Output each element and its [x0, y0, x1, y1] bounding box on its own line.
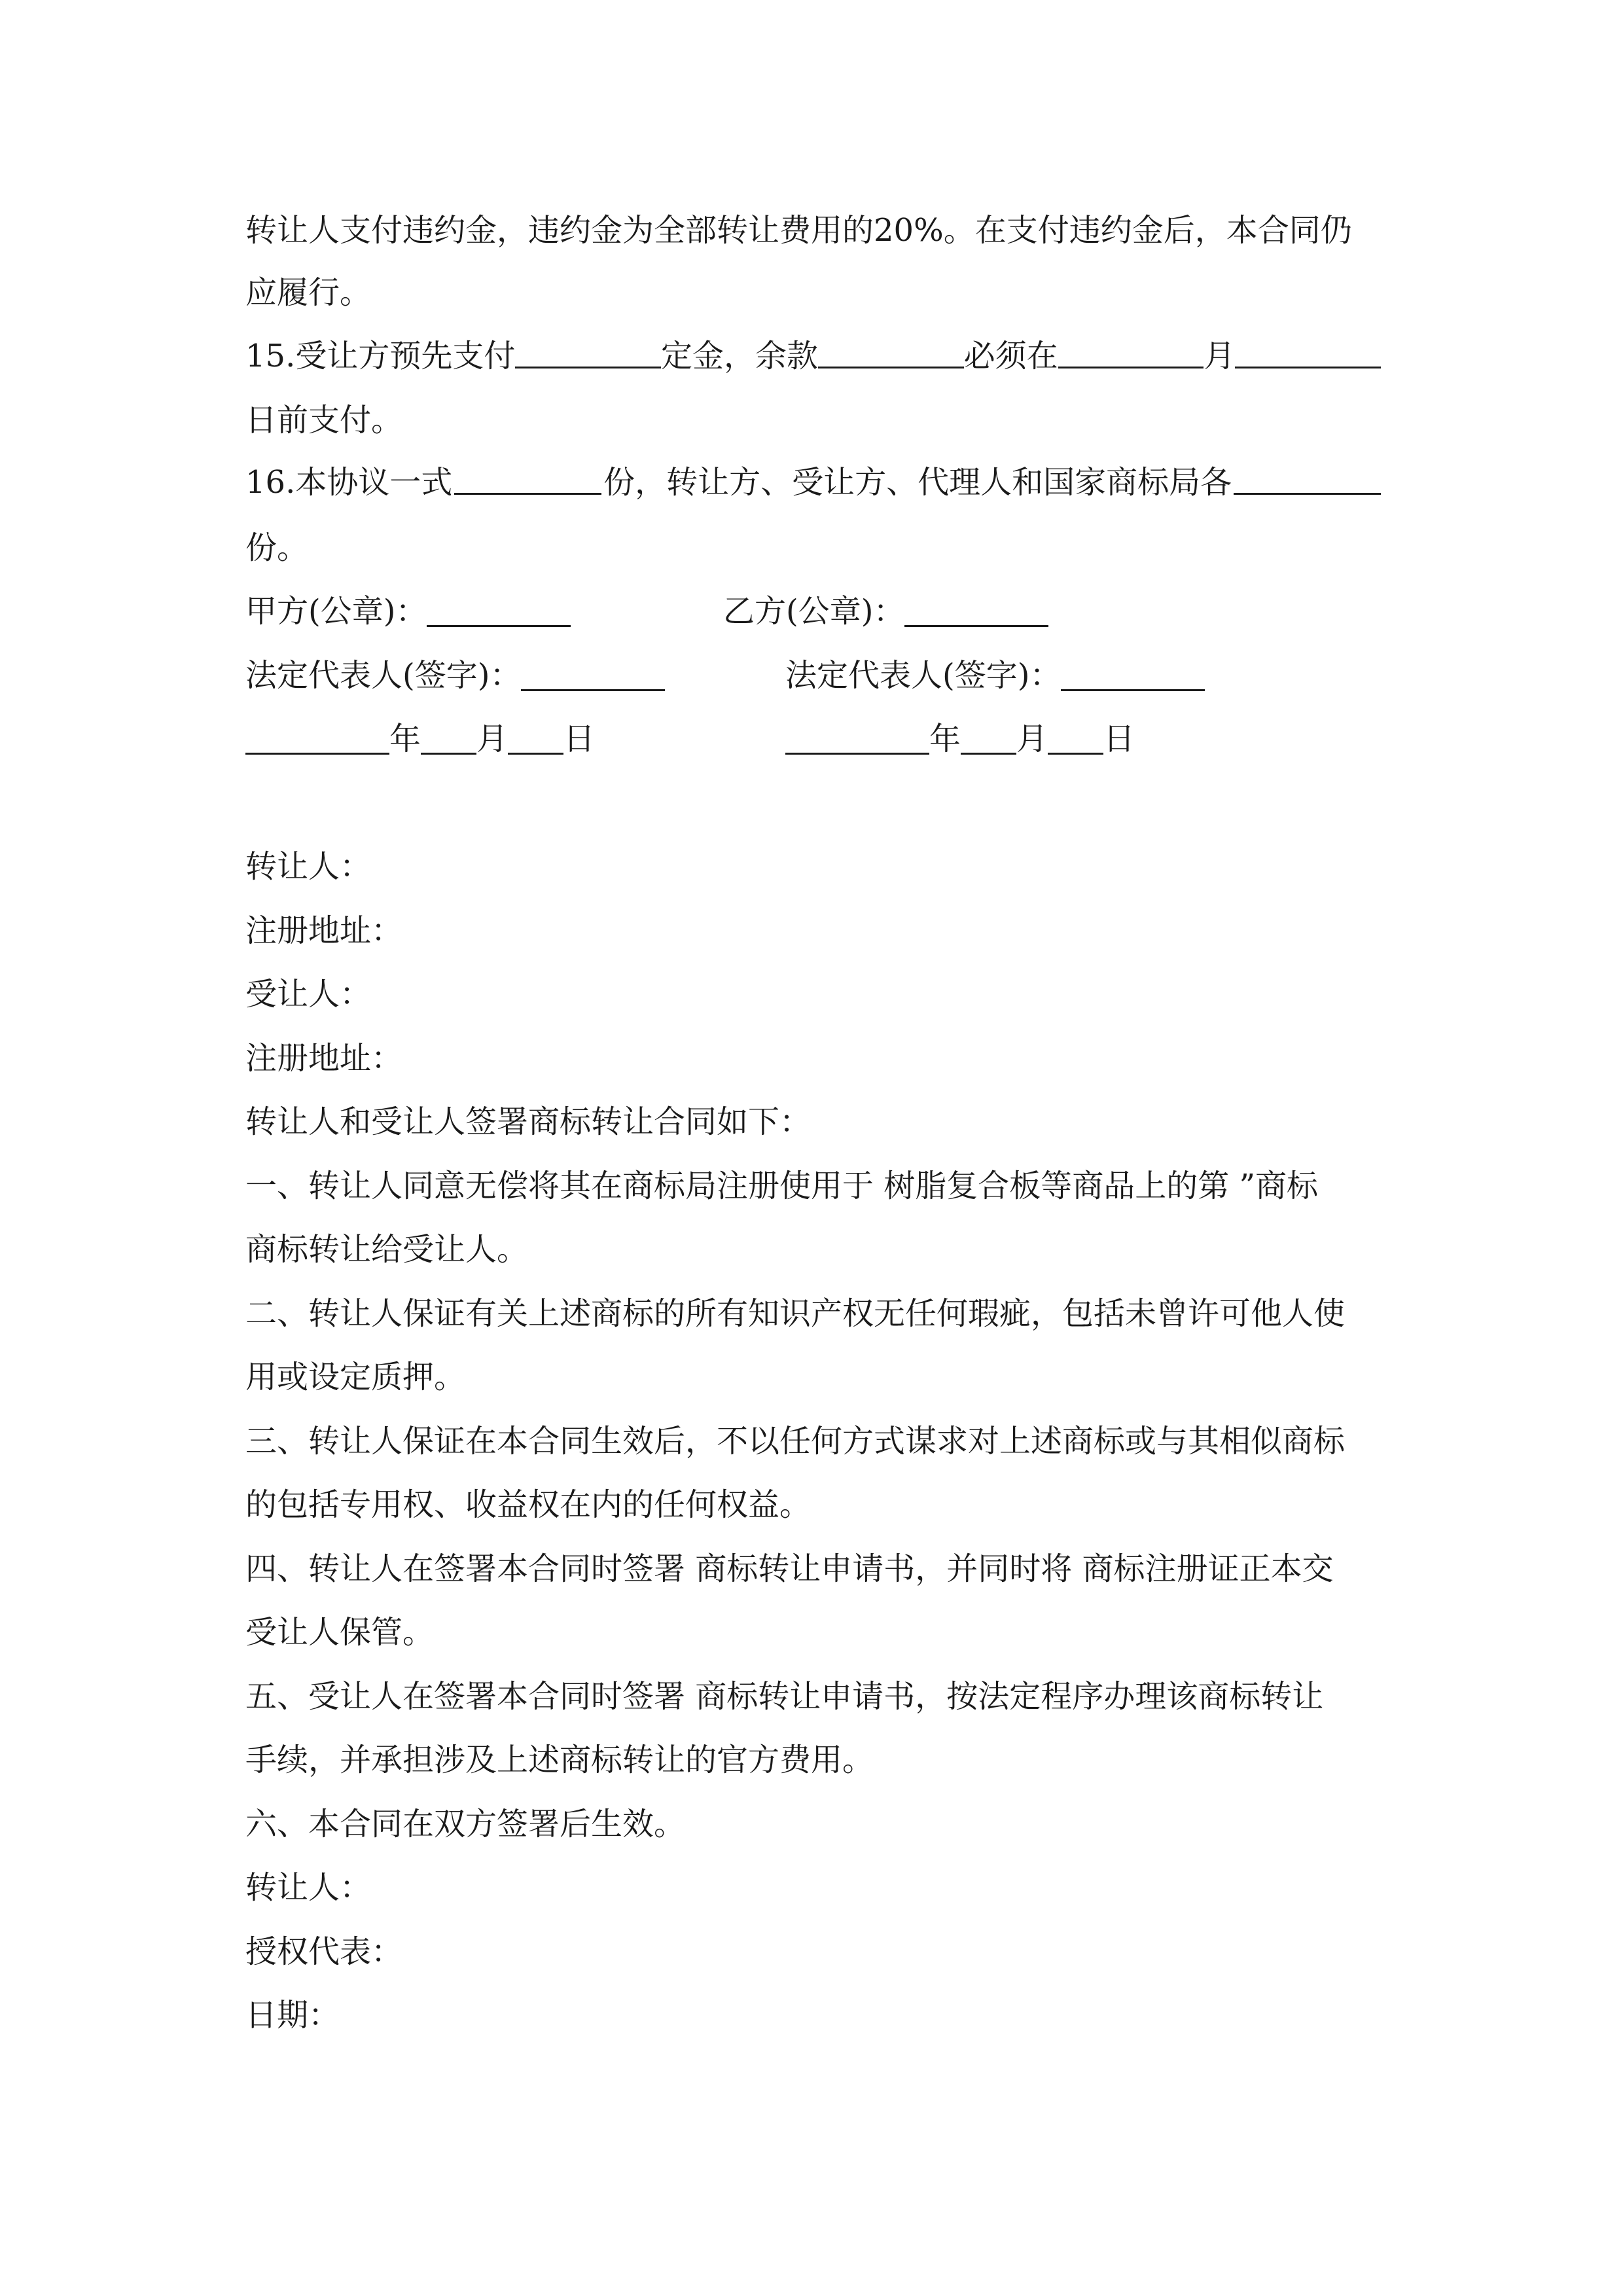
- date-a-month-blank: [421, 721, 476, 755]
- date-a-year-label: 年: [389, 721, 421, 757]
- legal-rep-b-label: 法定代表人(签字)：: [785, 657, 1061, 694]
- date-a: [245, 718, 595, 760]
- legal-rep-a: [245, 655, 665, 696]
- transferor-label: 转让人：: [245, 848, 372, 885]
- party-b-seal: [723, 590, 1048, 632]
- legal-rep-a-blank: [521, 658, 665, 691]
- date-a-year-blank: [245, 721, 389, 755]
- month-blank: [1058, 335, 1204, 368]
- clause-3-line1: 三、转让人保证在本合同生效后，不以任何方式谋求对上述商标或与其相似商标: [245, 1423, 1346, 1460]
- date-a-day-blank: [508, 721, 563, 755]
- legal-rep-b-blank: [1061, 658, 1205, 691]
- date-b-day-blank: [1048, 721, 1103, 755]
- clause-2-line2: 用或设定质押。: [245, 1359, 466, 1395]
- clause-1-line2: 商标转让给受让人。: [245, 1231, 529, 1268]
- clause-15-part-d: 月: [1204, 338, 1236, 374]
- clause-1-line1: 一、转让人同意无偿将其在商标局注册使用于 树脂复合板等商品上的第 ”商标: [245, 1168, 1319, 1204]
- clause-2-line1: 二、转让人保证有关上述商标的所有知识产权无任何瑕疵，包括未曾许可他人使: [245, 1295, 1346, 1332]
- p14-cont-line2: 应履行。: [245, 274, 372, 311]
- party-b-seal-blank: [904, 594, 1048, 627]
- contract-intro: 转让人和受让人签署商标转让合同如下：: [245, 1103, 812, 1140]
- legal-rep-a-label: 法定代表人(签字)：: [245, 657, 522, 694]
- sign-authorized-rep: 授权代表：: [245, 1933, 403, 1970]
- p14-cont-line1: 转让人支付违约金，违约金为全部转让费用的20%。在支付违约金后，本合同仍: [245, 212, 1352, 249]
- transferor-reg-address: 注册地址：: [245, 912, 403, 949]
- date-b-year-label: 年: [929, 721, 961, 757]
- date-a-month-label: 月: [476, 721, 508, 757]
- clause-15-line2: 日前支付。: [245, 402, 403, 439]
- sign-date: 日期：: [245, 1997, 340, 2034]
- clause-5-line1: 五、受让人在签署本合同时签署 商标转让申请书，按法定程序办理该商标转让: [245, 1678, 1324, 1715]
- clause-15-part-b: 定金，余款: [661, 338, 819, 374]
- clause-3-line2: 的包括专用权、收益权在内的任何权益。: [245, 1486, 812, 1523]
- transferee-reg-address: 注册地址：: [245, 1040, 403, 1077]
- date-a-day-label: 日: [563, 721, 596, 757]
- date-b-month-label: 月: [1016, 721, 1048, 757]
- clause-5-line2: 手续，并承担涉及上述商标转让的官方费用。: [245, 1742, 874, 1778]
- sign-transferor: 转让人：: [245, 1869, 372, 1906]
- transferee-label: 受让人：: [245, 976, 372, 1013]
- date-b-year-blank: [785, 721, 929, 755]
- clause-16-part-b: 份，转让方、受让方、代理人和国家商标局各: [603, 464, 1232, 501]
- deposit-blank: [515, 335, 661, 368]
- party-b-seal-label: 乙方(公章)：: [723, 593, 905, 630]
- date-b-month-blank: [961, 721, 1016, 755]
- clause-4-line1: 四、转让人在签署本合同时签署 商标转让申请书，并同时将 商标注册证正本交: [245, 1551, 1334, 1587]
- clause-16-line2: 份。: [245, 529, 309, 566]
- clause-6: 六、本合同在双方签署后生效。: [245, 1806, 686, 1842]
- clause-15-line1: [245, 335, 1381, 377]
- party-a-seal: [245, 590, 571, 632]
- legal-rep-b: [785, 655, 1205, 696]
- balance-blank: [818, 335, 964, 368]
- day-blank: [1235, 335, 1381, 368]
- clause-4-line2: 受让人保管。: [245, 1614, 435, 1651]
- date-b: [785, 718, 1135, 760]
- party-a-seal-label: 甲方(公章)：: [245, 593, 427, 630]
- clause-15-part-a: 15.受让方预先支付: [245, 338, 516, 374]
- copies-blank: [454, 461, 601, 495]
- each-copies-blank: [1234, 461, 1381, 495]
- date-b-day-label: 日: [1103, 721, 1135, 757]
- clause-16-part-a: 16.本协议一式: [245, 464, 453, 501]
- clause-15-part-c: 必须在: [963, 338, 1058, 374]
- party-a-seal-blank: [427, 594, 571, 627]
- clause-16-line1: [245, 461, 1381, 503]
